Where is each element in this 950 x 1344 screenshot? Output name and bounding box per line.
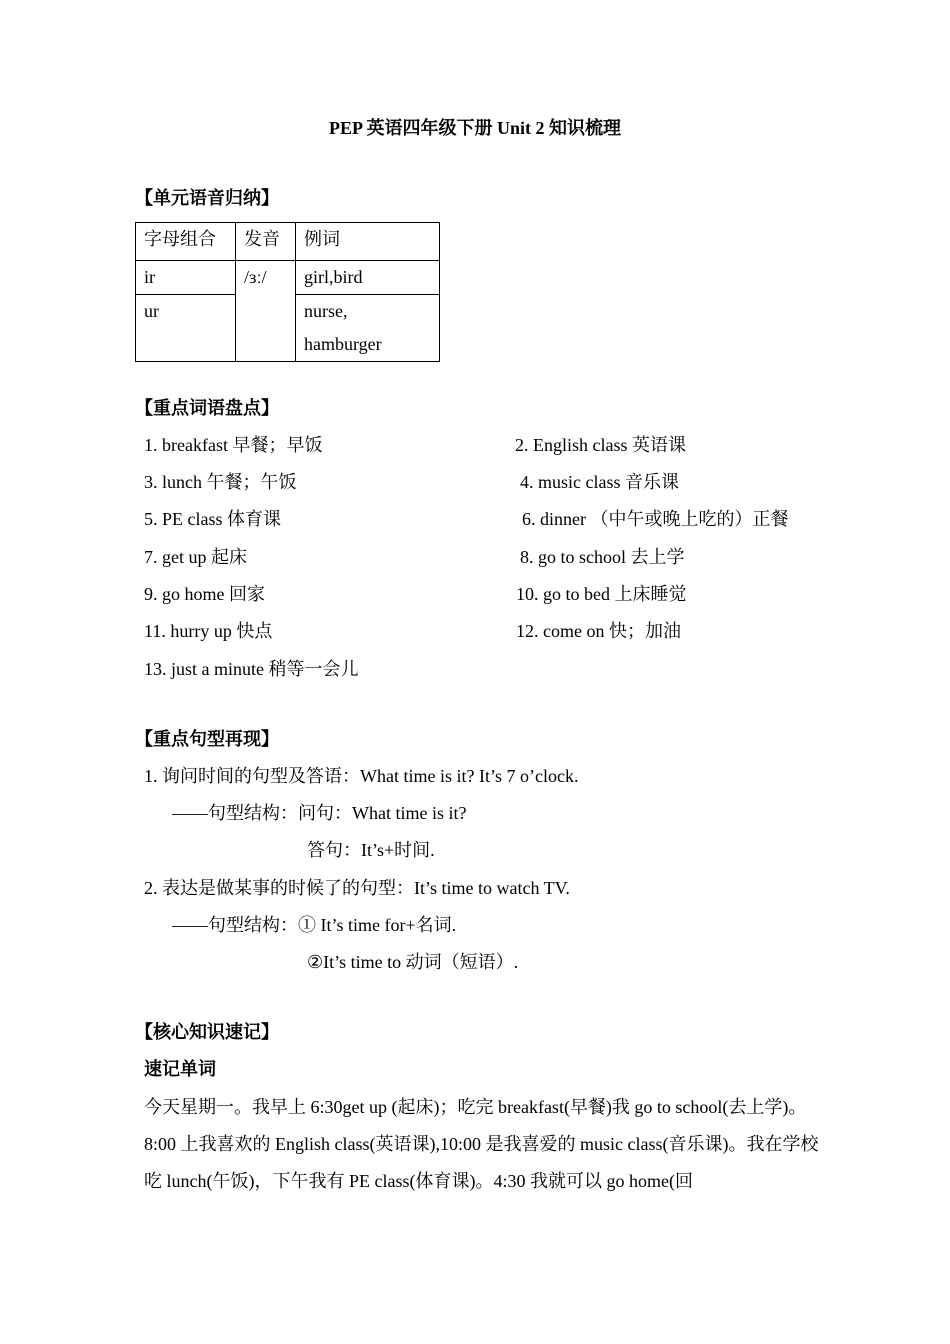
vocab-item: 8. go to school 去上学: [520, 547, 685, 567]
vocab-item: 5. PE class 体育课: [144, 509, 281, 529]
pattern-line: 1. 询问时间的句型及答语：What time is it? It’s 7 o’clock.: [144, 766, 579, 786]
vocab-heading: 【重点词语盘点】: [135, 398, 279, 418]
patterns-heading: 【重点句型再现】: [135, 729, 279, 749]
core-paragraph: 今天星期一。我早上 6:30get up (起床)；吃完 breakfast(早餐)我 go to school(去上学)。8:00 上我喜欢的 English class(英语课),10:00 是我喜爱的 music class(音乐课)。我在学校吃 lunch(午饭)，下午我有 PE class(体育课)。4:30 我就可以 go home(回: [144, 1097, 819, 1191]
vocab-item: 11. hurry up 快点: [144, 621, 273, 641]
cell-letters: ur: [136, 295, 236, 362]
vocab-item: 2. English class 英语课: [515, 435, 686, 455]
vocab-item: 13. just a minute 稍等一会儿: [144, 659, 359, 679]
core-subheading: 速记单词: [144, 1059, 216, 1079]
header-sound: 发音: [236, 223, 296, 261]
core-heading: 【核心知识速记】: [135, 1022, 279, 1042]
cell-example: [296, 295, 440, 362]
vocab-item: 1. breakfast 早餐；早饭: [144, 435, 323, 455]
table-header-row: [136, 223, 440, 261]
pattern-structure: ——句型结构：问句：What time is it?: [172, 803, 467, 823]
pattern-structure: 答句：It’s+时间.: [307, 840, 435, 860]
vocab-item: 9. go home 回家: [144, 584, 265, 604]
example-line: hamburger: [304, 334, 382, 354]
vocab-item: 7. get up 起床: [144, 547, 247, 567]
vocab-item: 6. dinner （中午或晚上吃的）正餐: [522, 509, 789, 529]
phonics-table: [135, 222, 440, 362]
table-row: [136, 261, 440, 295]
pattern-structure: ②It’s time to 动词（短语）.: [307, 952, 519, 972]
pattern-structure: ——句型结构：① It’s time for+名词.: [172, 915, 457, 935]
cell-example: girl,bird: [296, 261, 440, 295]
vocab-item: 3. lunch 午餐；午饭: [144, 472, 297, 492]
page-title: PEP 英语四年级下册 Unit 2 知识梳理: [328, 118, 621, 138]
phonics-heading: 【单元语音归纳】: [135, 188, 279, 208]
cell-sound: /ɜː/: [236, 261, 296, 362]
vocab-item: 4. music class 音乐课: [520, 472, 679, 492]
vocab-item: 10. go to bed 上床睡觉: [516, 584, 687, 604]
cell-letters: ir: [136, 261, 236, 295]
vocab-item: 12. come on 快；加油: [516, 621, 681, 641]
header-example: 例词: [296, 223, 440, 261]
example-line: nurse,: [304, 301, 348, 321]
pattern-line: 2. 表达是做某事的时候了的句型：It’s time to watch TV.: [144, 878, 570, 898]
header-letters: 字母组合: [136, 223, 236, 261]
